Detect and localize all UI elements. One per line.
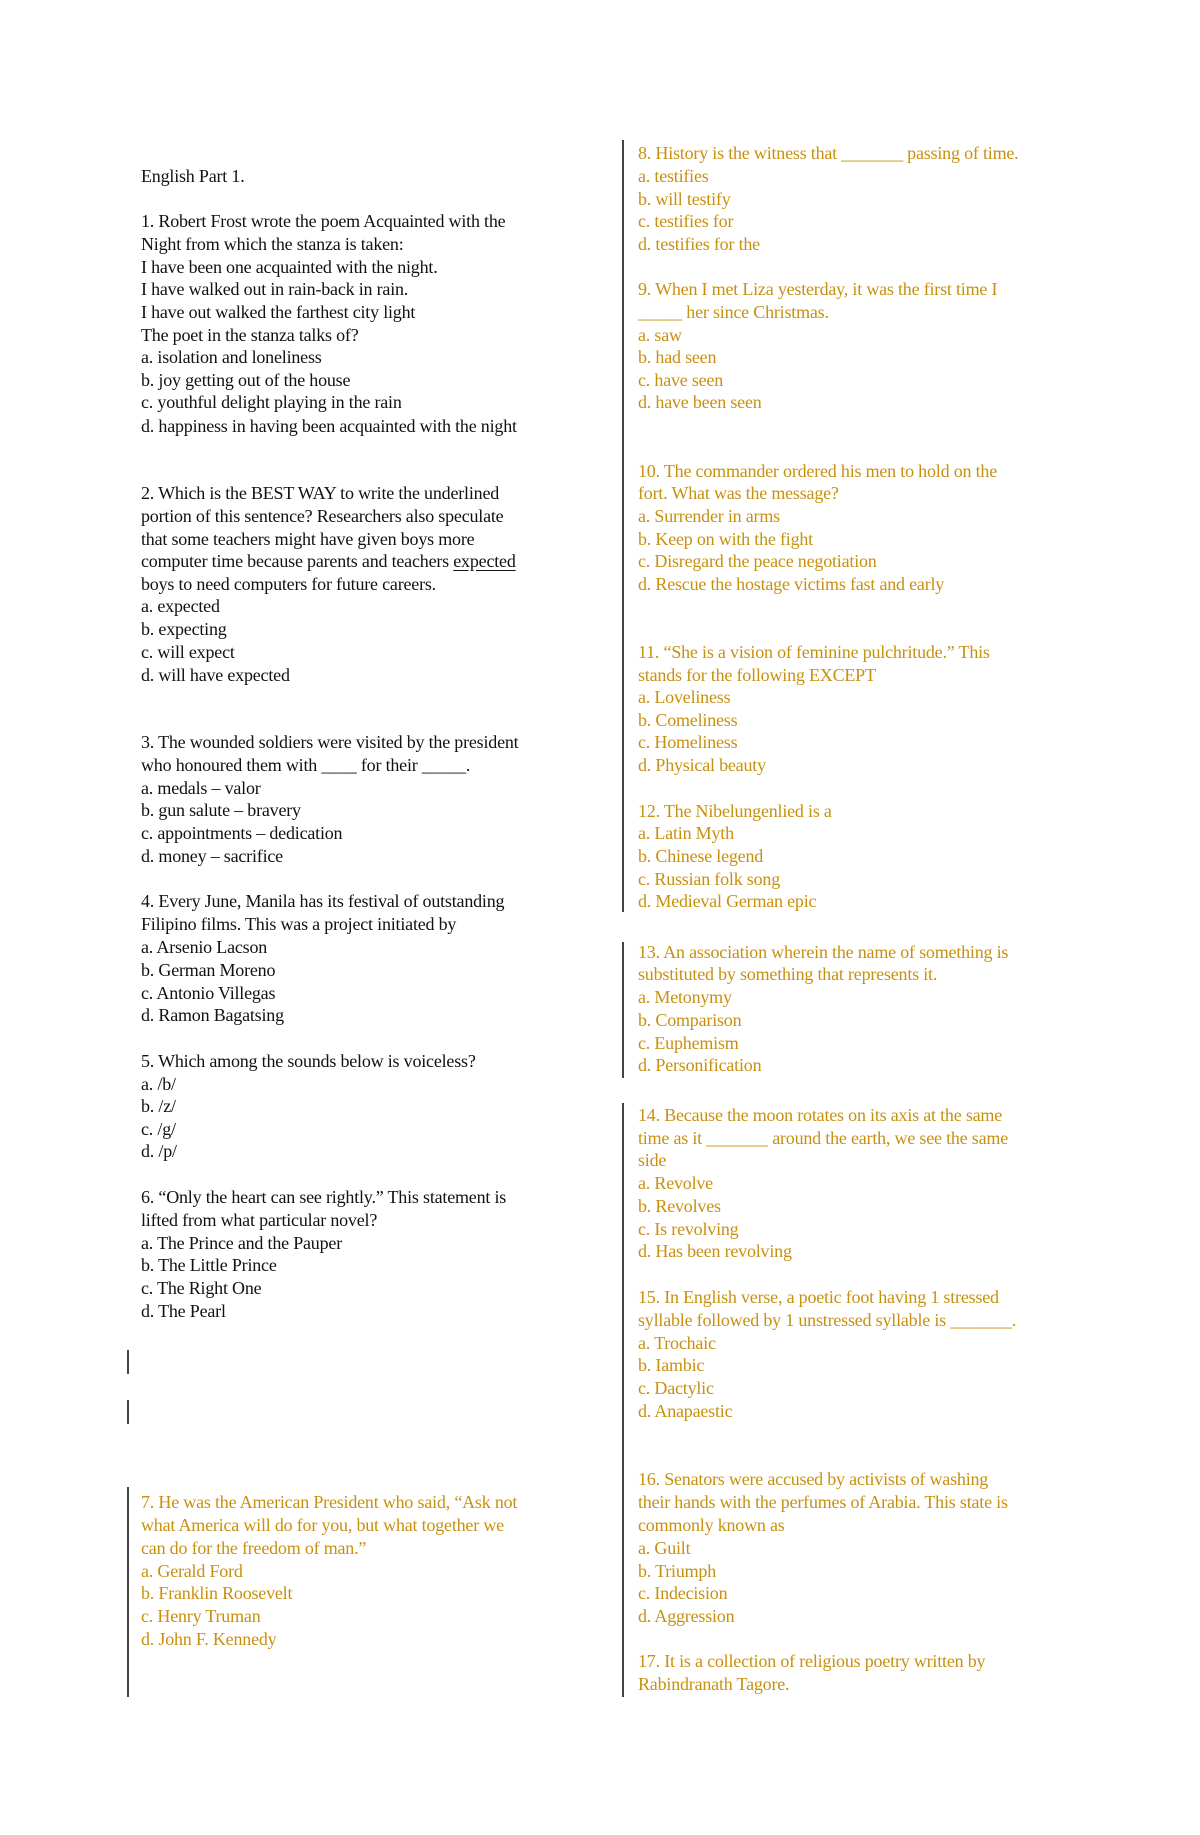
choice: a. Loveliness [638,687,731,707]
choice: c. Indecision [638,1583,728,1603]
choice: d. have been seen [638,392,762,412]
question-text: portion of this sentence? Researchers also speculate [141,506,504,526]
change-bar-right [622,140,624,912]
change-bar-right [622,942,624,1078]
question-text: 1. Robert Frost wrote the poem Acquainted with the [141,211,506,231]
underlined-word: expected [453,551,516,571]
choice: d. money – sacrifice [141,846,283,866]
question-text: boys to need computers for future careers. [141,574,436,594]
question-text: can do for the freedom of man.” [141,1538,367,1558]
question-text: 14. Because the moon rotates on its axis at the same [638,1105,1003,1125]
choice: a. medals – valor [141,778,261,798]
choice: d. testifies for the [638,234,760,254]
question-text: 3. The wounded soldiers were visited by the president [141,732,519,752]
choice: d. happiness in having been acquainted with the night [141,416,517,436]
question-text [141,550,516,572]
choice: b. Chinese legend [638,846,764,866]
choice: b. had seen [638,347,717,367]
change-bar-left [127,1350,129,1374]
choice: a. testifies [638,166,709,186]
question-text: their hands with the perfumes of Arabia. This state is [638,1492,1008,1512]
choice: b. will testify [638,189,731,209]
choice: c. appointments – dedication [141,823,343,843]
choice: b. Comparison [638,1010,742,1030]
choice: a. Guilt [638,1538,691,1558]
question-text: 15. In English verse, a poetic foot having 1 stressed [638,1287,999,1307]
question-text: 6. “Only the heart can see rightly.” This statement is [141,1187,507,1207]
question-text: commonly known as [638,1515,785,1535]
question-text: Rabindranath Tagore. [638,1674,790,1694]
question-text: time as it _______ around the earth, we see the same [638,1128,1008,1148]
question-text: 16. Senators were accused by activists of washing [638,1469,989,1489]
choice: b. Iambic [638,1355,705,1375]
question-text: that some teachers might have given boys more [141,529,475,549]
choice: c. Dactylic [638,1378,714,1398]
choice: b. Keep on with the fight [638,529,813,549]
change-bar-left [127,1400,129,1424]
choice: a. Latin Myth [638,823,734,843]
choice: c. testifies for [638,211,734,231]
question-text: 2. Which is the BEST WAY to write the underlined [141,483,500,503]
question-text: _____ her since Christmas. [638,302,829,322]
choice: b. The Little Prince [141,1255,277,1275]
choice: b. expecting [141,619,227,639]
question-text: substituted by something that represents it. [638,964,938,984]
choice: b. Revolves [638,1196,721,1216]
choice: b. Triumph [638,1561,717,1581]
choice: b. gun salute – bravery [141,800,301,820]
choice: d. Ramon Bagatsing [141,1005,284,1025]
choice: d. Personification [638,1055,762,1075]
choice: a. Trochaic [638,1333,716,1353]
choice: a. Arsenio Lacson [141,937,268,957]
question-text: what America will do for you, but what together we [141,1515,504,1535]
question-text: side [638,1150,667,1170]
question-text: lifted from what particular novel? [141,1210,378,1230]
question-text: 8. History is the witness that _______ passing of time. [638,143,1019,163]
choice: d. /p/ [141,1141,177,1161]
choice: c. have seen [638,370,724,390]
choice: c. Disregard the peace negotiation [638,551,877,571]
choice: d. John F. Kennedy [141,1629,277,1649]
choice: b. joy getting out of the house [141,370,351,390]
choice: b. /z/ [141,1096,176,1116]
question-text: stands for the following EXCEPT [638,665,876,685]
change-bar-right [622,1103,624,1697]
choice: a. /b/ [141,1074,176,1094]
question-text-part: computer time because parents and teachers [141,551,454,571]
question-text: I have out walked the farthest city light [141,302,416,322]
change-bar-left [127,1487,129,1697]
question-text: 7. He was the American President who said, “Ask not [141,1492,518,1512]
choice: c. youthful delight playing in the rain [141,392,402,412]
question-text: 13. An association wherein the name of something is [638,942,1009,962]
choice: c. Russian folk song [638,869,780,889]
question-text: 5. Which among the sounds below is voiceless? [141,1051,476,1071]
choice: d. Physical beauty [638,755,766,775]
choice: d. Rescue the hostage victims fast and early [638,574,945,594]
question-text: who honoured them with ____ for their _____. [141,755,471,775]
choice: a. Revolve [638,1173,713,1193]
choice: c. Euphemism [638,1033,739,1053]
choice: d. Aggression [638,1606,735,1626]
question-text: Filipino films. This was a project initiated by [141,914,457,934]
question-text: fort. What was the message? [638,483,839,503]
choice: c. Homeliness [638,732,738,752]
choice: a. The Prince and the Pauper [141,1233,342,1253]
choice: a. Surrender in arms [638,506,780,526]
choice: c. Antonio Villegas [141,983,276,1003]
choice: b. Franklin Roosevelt [141,1583,293,1603]
choice: d. The Pearl [141,1301,226,1321]
choice: d. Has been revolving [638,1241,792,1261]
question-text: Night from which the stanza is taken: [141,234,404,254]
question-text: 9. When I met Liza yesterday, it was the first time I [638,279,998,299]
question-text: 12. The Nibelungenlied is a [638,801,832,821]
choice: a. expected [141,596,220,616]
question-text: 17. It is a collection of religious poetry written by [638,1651,986,1671]
choice: c. will expect [141,642,235,662]
question-text: syllable followed by 1 unstressed syllable is _______. [638,1310,1017,1330]
choice: b. German Moreno [141,960,276,980]
choice: d. Medieval German epic [638,891,817,911]
choice: a. Gerald Ford [141,1561,243,1581]
choice: c. The Right One [141,1278,262,1298]
choice: b. Comeliness [638,710,738,730]
question-text: 11. “She is a vision of feminine pulchritude.” This [638,642,990,662]
choice: a. saw [638,325,682,345]
choice: a. Metonymy [638,987,732,1007]
document-title: English Part 1. [141,166,245,186]
choice: d. Anapaestic [638,1401,733,1421]
choice: c. Henry Truman [141,1606,261,1626]
question-text: The poet in the stanza talks of? [141,325,359,345]
question-text: I have been one acquainted with the night. [141,257,438,277]
question-text: 10. The commander ordered his men to hold on the [638,461,997,481]
question-text: I have walked out in rain-back in rain. [141,279,409,299]
question-text: 4. Every June, Manila has its festival of outstanding [141,891,505,911]
choice: d. will have expected [141,665,290,685]
choice: c. Is revolving [638,1219,739,1239]
choice: c. /g/ [141,1119,176,1139]
choice: a. isolation and loneliness [141,347,322,367]
